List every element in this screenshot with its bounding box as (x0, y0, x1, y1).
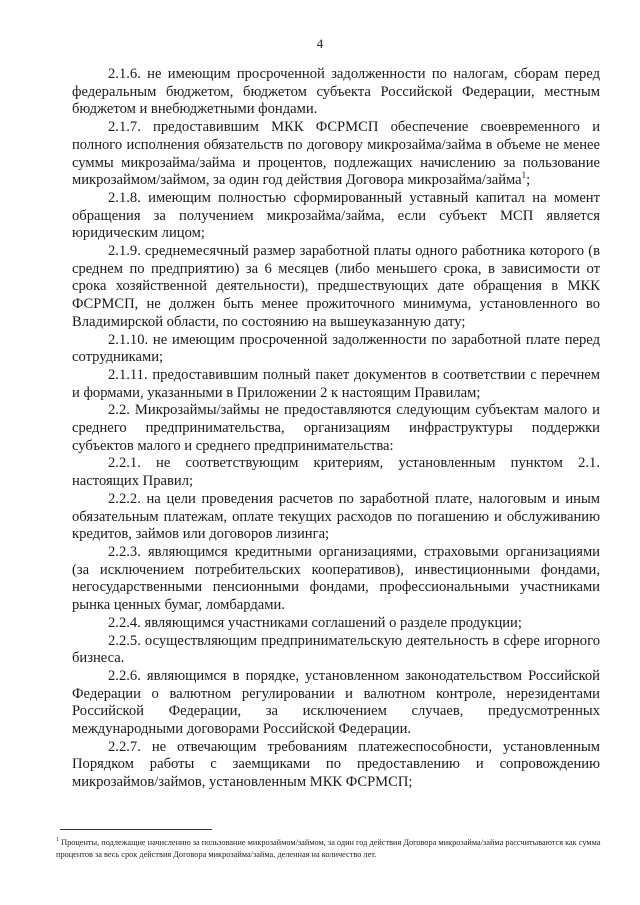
paragraph-2-1-10: 2.1.10. не имеющим просроченной задолженности по заработной плате перед сотрудниками; (72, 331, 600, 366)
document-body (72, 66, 600, 792)
footnote (56, 837, 604, 860)
paragraph-2-2-1: 2.2.1. не соответствующим критериям, установленным пунктом 2.1. настоящих Правил; (72, 455, 600, 490)
page-number: 4 (316, 36, 324, 51)
paragraph-2-2-2: 2.2.2. на цели проведения расчетов по заработной плате, налоговым и иным обязательным платежам, оплате текущих расходов по погашению и обслуживанию кредитов, займов или договоров лизинга; (72, 490, 600, 543)
footnote-mark: 1 (56, 837, 59, 844)
paragraph-2-2-4: 2.2.4. являющимся участниками соглашений о разделе продукции; (108, 614, 522, 631)
paragraph-2-1-11: 2.1.11. предоставившим полный пакет документов в соответствии с перечнем и формами, указанными в Приложении 2 к настоящим Правилам; (72, 366, 600, 401)
paragraph-2-2: 2.2. Микрозаймы/займы не предоставляются следующим субъектам малого и среднего предпринимательства, организациям инфраструктуры поддержки субъектов малого и среднего предпринимательства: (72, 402, 600, 454)
footnote-text: Проценты, подлежащие начислению за пользование микрозаймом/займом, за один год действия Договора микрозайма/займа рассчитываются как сумма процентов за весь срок действия Договора микрозайма/займа, деленная на количество лет. (56, 838, 601, 859)
paragraph-2-2-5: 2.2.5. осуществляющим предпринимательскую деятельность в сфере игорного бизнеса. (72, 632, 600, 667)
paragraph-2-1-6: 2.1.6. не имеющим просроченной задолженности по налогам, сборам перед федеральным бюджетом, бюджетом субъекта Российской Федерации, местным бюджетом и внебюджетными фондами. (72, 66, 600, 118)
paragraph-2-1-8: 2.1.8. имеющим полностью сформированный уставный капитал на момент обращения за получением микрозайма/займа, если субъект МСП является юридическим лицом; (72, 189, 600, 242)
paragraph-2-1-7: 2.1.7. предоставившим МКК ФСРМСП обеспечение своевременного и полного исполнения обязательств по договору микрозайма/займа в объеме не менее суммы микрозайма/займа и процентов, подлежащих начислению за пользование микрозаймом/займом, за один год действия Договора микрозайма/займа$^1$; (72, 119, 600, 189)
footnote-reference[interactable]: 1 (521, 170, 527, 181)
footnote-divider (60, 829, 212, 830)
paragraph-2-2-7: 2.2.7. не отвечающим требованиям платежеспособности, установленным Порядком работы с заемщиками по предоставлению и сопровождению микрозаймов/займов, установленным МКК ФСРМСП; (72, 738, 600, 791)
paragraph-2-2-6: 2.2.6. являющимся в порядке, установленном законодательством Российской Федерации о валютном регулировании и валютном контроле, нерезидентами Российской Федерации, за исключением случаев, предусмотренных международными договорами Российской Федерации. (72, 667, 600, 738)
paragraph-2-2-3: 2.2.3. являющимся кредитными организациями, страховыми организациями (за исключением потребительских кооперативов), инвестиционными фондами, негосударственными пенсионными фондами, профессиональными участниками рынка ценных бумаг, ломбардами. (72, 543, 600, 614)
paragraph-2-1-9: 2.1.9. среднемесячный размер заработной платы одного работника которого (в среднем по предприятию) за 6 месяцев (либо меньшего срока, в зависимости от срока хозяйственной деятельности), предшествующих дате обращения в МКК ФСРМСП, не должен быть менее прожиточного минимума, установленного во Владимирской области, по состоянию на вышеуказанную дату; (72, 243, 600, 330)
